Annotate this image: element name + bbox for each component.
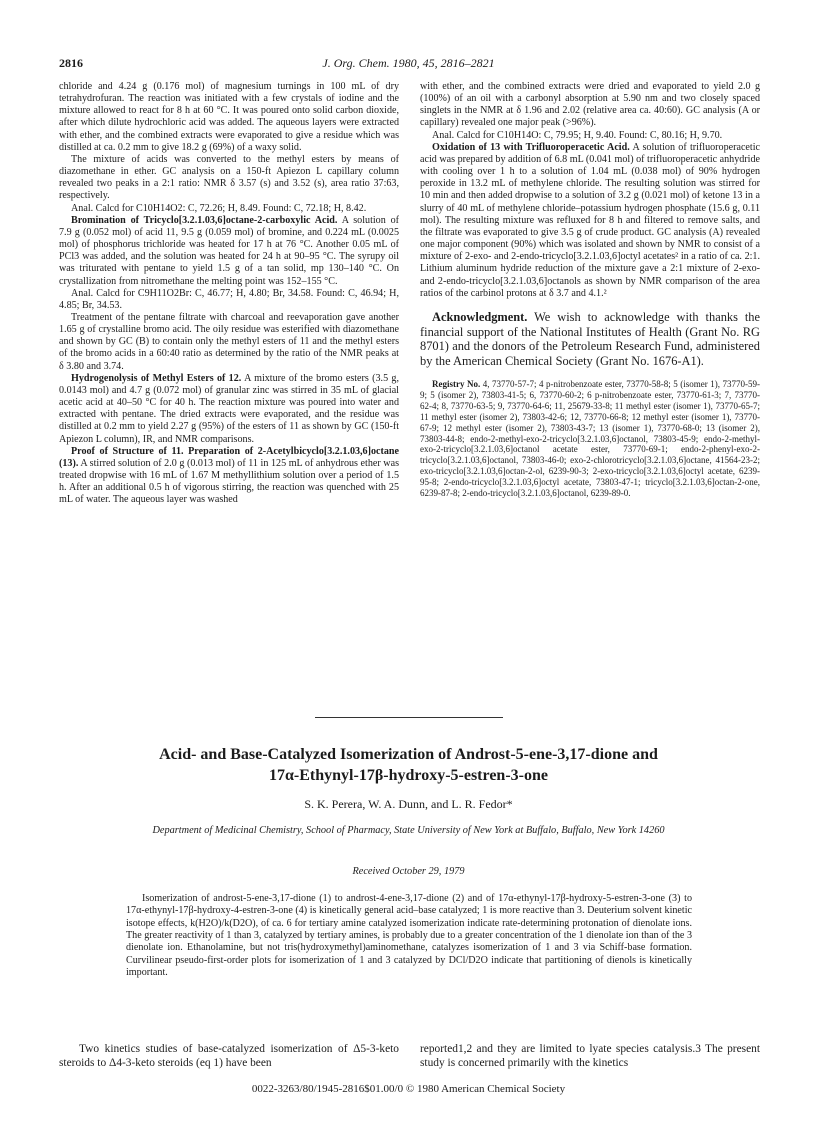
- journal-name: J. Org. Chem.: [322, 56, 390, 70]
- body-text-left: Two kinetics studies of base-catalyzed isomerization of Δ5-3-keto steroids to Δ4-3-keto steroids (eq 1) have been: [59, 1043, 399, 1069]
- paragraph-text: A solution of 7.9 g (0.052 mol) of acid 11, 9.5 g (0.059 mol) of bromine, and 0.224 mL (0.0025 mol) of phosphorus trichloride was heated for 17 h at 76 °C. Another 0.05 mL of PCl3 was added, and the solution was heated for 24 h at 90–95 °C. The syrupy oil was triturated with pentane to yield 1.5 g of a tan solid, mp 130–140 °C. On crystallization from nitromethane the melting point was 152–155 °C.: [59, 214, 399, 287]
- paragraph: [59, 446, 399, 507]
- paragraph-text: A stirred solution of 2.0 g (0.013 mol) of 11 in 125 mL of anhydrous ether was treated dropwise with 16 mL of 1.67 M methyllithium solution over a period of 1.5 h. After an additional 0.5 h of vigorous stirring, the reaction was quenched with 25 mL of water. The aqueous layer was washed: [59, 457, 399, 506]
- body-text-right: reported1,2 and they are limited to lyate species catalysis.3 The present study is concerned primarily with the kinetics: [420, 1043, 760, 1069]
- journal-volume: 1980, 45, 2816–2821: [392, 56, 495, 70]
- paragraph: Anal. Calcd for C9H11O2Br: C, 46.77; H, 4.80; Br, 34.58. Found: C, 46.94; H, 4.85; Br, 34.53.: [59, 287, 399, 311]
- section-heading: Bromination of Tricyclo[3.2.1.03,6]octane-2-carboxylic Acid.: [71, 214, 338, 226]
- page-number: 2816: [59, 56, 83, 70]
- section-heading: Oxidation of 13 with Trifluoroperacetic Acid.: [432, 141, 630, 153]
- paragraph: Treatment of the pentane filtrate with charcoal and reevaporation gave another 1.65 g of crystalline bromo acid. The oily residue was esterified with diazomethane and shown by GC (B) to contain only the methyl esters of 11 and the methyl esters of the bromo acids in a 60:40 ratio as determined by the ratio of the NMR peaks at δ 3.80 and 3.74.: [59, 311, 399, 372]
- paragraph: The mixture of acids was converted to the methyl esters by means of diazomethane in ether. GC analysis on a 150-ft Apiezon L capillary column revealed two peaks in a 2:1 ratio: NMR δ 3.57 (s) and 3.52 (s), area ratio 37:63, respectively.: [59, 153, 399, 202]
- received-date: Received October 29, 1979: [352, 866, 465, 877]
- registry-text: 4, 73770-57-7; 4 p-nitrobenzoate ester, 73770-58-8; 5 (isomer 1), 73770-59-9; 5 (isomer 2), 73803-41-5; 6, 73770-60-2; 6 p-nitrobenzoate ester, 73770-61-3; 7, 73770-62-4; 8, 73770-63-5; 9, 73770-64-6; 11, 25679-33-8; 11 methyl ester (isomer 1), 73770-65-7; 11 methyl ester (isomer 2), 73803-42-6; 12, 73770-66-8; 12 methyl ester (isomer 1), 73770-67-9; 12 methyl ester (isomer 2), 73803-43-7; 13 (isomer 1), 73770-68-0; 13 (isomer 2), 73803-44-8; endo-2-methyl-exo-2-tricyclo[3.2.1.03,6]octanol, 73803-45-9; endo-2-methyl-exo-2-tricyclo[3.2.1.03,6]octanol acetate ester, 73770-69-1; endo-2-phenyl-exo-2-tricyclo[3.2.1.03,6]octanol, 73803-46-0; exo-2-chlorotricyclo[3.2.1.03,6]octane, 41564-23-2; exo-tricyclo[3.2.1.03,6]octan-2-ol, 6239-90-3; 2-exo-tricyclo[3.2.1.03,6]octyl acetate, 6239-95-8; 2-endo-tricyclo[3.2.1.03,6]octyl acetate, 73803-47-1; tricyclo[3.2.1.03,6]octan-2-one, 6239-87-8; 2-endo-tricyclo[3.2.1.03,6]octanol, 6239-89-0.: [420, 379, 760, 499]
- paragraph: chloride and 4.24 g (0.176 mol) of magnesium turnings in 100 mL of dry tetrahydrofuran. The reaction was initiated with a few crystals of iodine and the mixture allowed to react for 8 h at 60 °C. It was poured onto solid carbon dioxide, after which dilute hydrochloric acid was added. The aqueous layers were extracted with ether, and the combined extracts were evaporated to give a residue which was distilled at ca. 0.2 mm to give 18.2 g (69%) of a waxy solid.: [59, 81, 399, 153]
- left-column: [59, 81, 399, 506]
- section-divider: [315, 717, 503, 718]
- acknowledgment-text: We wish to acknowledge with thanks the financial support of the National Institutes of Health (Grant No. RG 8701) and the donors of the Petroleum Research Fund, administered by the American Chemical Society (Grant No. 1676-A1).: [420, 309, 761, 369]
- registry-heading: Registry No.: [432, 379, 481, 389]
- article-title: [80, 744, 737, 786]
- author-list: S. K. Perera, W. A. Dunn, and L. R. Fedor*: [304, 797, 513, 811]
- journal-citation: [59, 56, 758, 71]
- paragraph: [59, 373, 399, 446]
- section-heading: Proof of Structure of 11. Preparation of 2-Acetylbicyclo[3.2.1.03,6]octane (13).: [59, 445, 399, 469]
- paragraph: Anal. Calcd for C10H14O2: C, 72.26; H, 8.49. Found: C, 72.18; H, 8.42.: [71, 202, 367, 214]
- affiliation: Department of Medicinal Chemistry, School of Pharmacy, State University of New York at Buffalo, Buffalo, New York 14260: [152, 825, 665, 836]
- acknowledgment-heading: Acknowledgment.: [432, 309, 528, 324]
- paragraph: [59, 215, 399, 288]
- paragraph-text: A mixture of the bromo esters (3.5 g, 0.0143 mol) and 4.7 g (0.072 mol) of granular zinc was stirred in 35 mL of glacial acetic acid at 40–50 °C for 40 h. The reaction mixture was poured into water and extracted with pentane. The dried extracts were evaporated, and the residue was distilled at 0.2 mm to yield 2.27 g (95%) of the esters of 11 as shown by GC (150-ft Apiezon L column), IR, and NMR comparisons.: [59, 372, 399, 445]
- paragraph-text: A solution of trifluoroperacetic acid was prepared by addition of 6.8 mL (0.041 mol) of trifluoroperacetic anhydride with cooling over 1 h to a solution of 1.04 mL (0.038 mol) of 90% hydrogen peroxide in 13.2 mL of methylene chloride. The resulting solution was stirred for 10 min and then added dropwise to a solution of 3.2 g (0.021 mol) of ketone 13 in a slurry of 40 mL of methylene chloride–potassium hydrogen phosphate (15.6 g, 0.11 mol). The resulting mixture was refluxed for 8 h and filtered to remove salts, and the filtrate was evaporated to give 3.5 g of crude product. GC analysis (A) revealed one major component (90%) which was isolated and shown by NMR to consist of a mixture of 2-exo- and 2-endo-tricyclo[3.2.1.03,6]octyl acetates² in a ratio of ca. 2:1. Lithium aluminum hydride reduction of the mixture gave a 2:1 mixture of 2-exo- and 2-endo-tricyclo[3.2.1.03,6]octanols as shown by NMR comparison of the area ratios of the carbinol protons at δ 3.7 and 4.1.²: [420, 141, 761, 299]
- running-header: [59, 56, 758, 72]
- title-line: 17α-Ethynyl-17β-hydroxy-5-estren-3-one: [269, 767, 548, 784]
- copyright-footer: 0022-3263/80/1945-2816$01.00/0 © 1980 American Chemical Society: [251, 1083, 566, 1095]
- abstract: Isomerization of androst-5-ene-3,17-dione (1) to androst-4-ene-3,17-dione (2) and of 17α-ethynyl-17β-hydroxy-5-estren-3-one (3) to 17α-ethynyl-17β-hydroxy-4-estren-3-one (4) is kinetically general acid–base catalyzed; 1 is more reactive than 3. Deuterium solvent kinetic isotope effects, k(H2O)/k(D2O), of ca. 6 for tertiary amine catalyzed isomerization indicate rate-determining protonation of dienolate ions. The greater reactivity of 1 than 3, catalyzed by tertiary amines, is probably due to a greater concentration of the 1 dienolate ion than of the 3 dienolate ion. Ethanolamine, but not tris(hydroxymethyl)aminomethane, catalyzes isomerization of 1 and 3 via Schiff-base formation. Curvilinear pseudo-first-order plots for isomerization of 1 and 3 catalyzed by DCl/D2O indicate that partitioning of dienols is kinetically important.: [126, 893, 692, 979]
- paragraph: Anal. Calcd for C10H14O: C, 79.95; H, 9.40. Found: C, 80.16; H, 9.70.: [432, 129, 723, 141]
- paragraph: [420, 142, 760, 300]
- registry-numbers: [420, 379, 760, 499]
- title-line: Acid- and Base-Catalyzed Isomerization of Androst-5-ene-3,17-dione and: [159, 746, 658, 763]
- right-column: [420, 81, 760, 499]
- acknowledgment: [420, 310, 760, 369]
- paragraph: with ether, and the combined extracts were dried and evaporated to yield 2.0 g (100%) of an oil with a carbonyl absorption at 5.90 nm and two closely spaced singlets in the NMR at δ 1.96 and 2.02 (relative area ca. 40:60). GC analysis (A or capillary) revealed one major peak (>96%).: [420, 81, 760, 129]
- section-heading: Hydrogenolysis of Methyl Esters of 12.: [71, 372, 242, 384]
